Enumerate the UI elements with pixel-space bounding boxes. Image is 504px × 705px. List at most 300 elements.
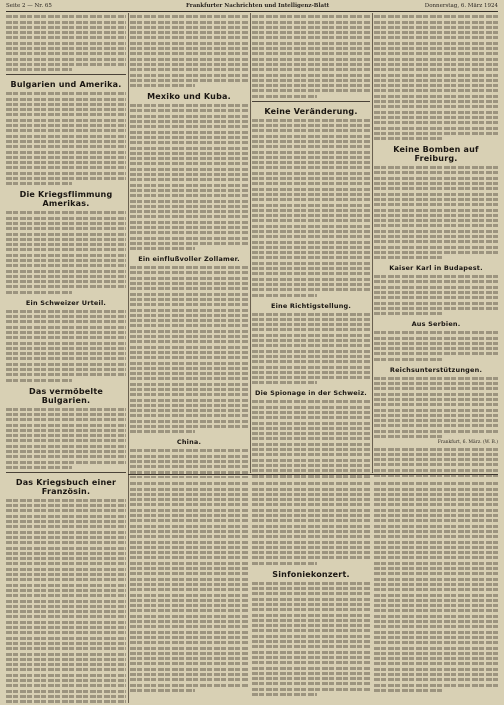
- text-line: [252, 204, 370, 207]
- text-line: [6, 285, 126, 288]
- text-line: [374, 166, 498, 169]
- text-line: [6, 663, 126, 666]
- text-line: [130, 399, 248, 402]
- text-line: [6, 259, 126, 262]
- text-line: [252, 350, 370, 353]
- text-line: [374, 116, 498, 119]
- text-line: [130, 173, 248, 176]
- text-line: [252, 334, 370, 337]
- text-line: [374, 625, 498, 628]
- headline: Die Kriegsflimmung Amerikas.: [19, 190, 113, 209]
- text-line: [252, 443, 370, 446]
- body-text: [374, 377, 498, 438]
- text-line: [374, 387, 498, 390]
- text-line: [6, 357, 126, 360]
- text-line: [130, 588, 248, 591]
- text-line: [252, 371, 370, 374]
- text-line: [130, 79, 248, 82]
- text-line: [252, 427, 370, 430]
- text-line: [374, 219, 498, 222]
- text-line: [374, 42, 498, 45]
- text-line: [374, 235, 498, 238]
- text-line: [252, 140, 370, 143]
- text-line: [252, 437, 370, 440]
- text-line: [374, 198, 498, 201]
- text-line: [6, 108, 126, 111]
- text-line: [252, 15, 370, 18]
- text-line: [374, 342, 498, 345]
- text-line: [374, 209, 498, 212]
- text-line: [252, 339, 370, 342]
- text-line: [374, 562, 498, 565]
- body-text: [6, 499, 126, 703]
- text-line: [6, 172, 126, 175]
- text-line: [6, 679, 126, 682]
- text-line: [374, 58, 498, 61]
- text-line: [252, 682, 370, 685]
- text-line: [252, 592, 370, 595]
- text-line: [374, 193, 498, 196]
- text-line: [252, 400, 370, 403]
- text-line: [130, 115, 248, 118]
- text-line: [130, 625, 248, 628]
- text-line: [130, 488, 248, 491]
- text-line: [130, 367, 248, 370]
- text-line: [374, 187, 498, 190]
- text-line: [130, 237, 248, 240]
- text-line: [374, 530, 498, 533]
- text-line: [130, 551, 248, 554]
- text-line: [130, 351, 248, 354]
- text-line: [6, 68, 72, 71]
- text-line: [130, 52, 248, 55]
- text-line: [6, 700, 126, 703]
- text-line: [6, 21, 126, 24]
- text-line: [374, 641, 498, 644]
- text-line: [374, 578, 498, 581]
- text-line: [374, 382, 498, 385]
- text-line: [130, 309, 248, 312]
- text-line: [252, 459, 370, 462]
- text-line: [130, 609, 248, 612]
- text-line: [130, 221, 248, 224]
- newspaper-title: Frankfurter Nachrichten und Intelligenz-Blatt: [186, 3, 330, 9]
- text-line: [130, 393, 248, 396]
- body-text: [252, 15, 370, 97]
- text-line: [374, 403, 498, 406]
- text-line: [6, 695, 126, 698]
- section-divider: [128, 474, 498, 475]
- text-line: [252, 193, 370, 196]
- text-line: [252, 651, 370, 654]
- text-line: [374, 121, 498, 124]
- text-line: [6, 135, 126, 138]
- text-line: [374, 89, 498, 92]
- text-line: [252, 251, 370, 254]
- headline: China.: [176, 438, 202, 447]
- text-line: [374, 572, 498, 575]
- text-line: [130, 340, 248, 343]
- text-line: [6, 342, 126, 345]
- text-line: [6, 31, 126, 34]
- text-line: [374, 182, 498, 185]
- text-line: [6, 315, 126, 318]
- text-line: [130, 47, 248, 50]
- text-line: [6, 379, 72, 382]
- text-line: [374, 546, 498, 549]
- text-line: [252, 188, 370, 191]
- text-line: [130, 136, 248, 139]
- text-line: [252, 355, 370, 358]
- text-line: [374, 256, 442, 259]
- text-line: [6, 275, 126, 278]
- text-line: [252, 645, 370, 648]
- text-line: [252, 219, 370, 222]
- text-line: [6, 674, 126, 677]
- text-line: [252, 36, 370, 39]
- text-line: [130, 514, 248, 517]
- text-line: [252, 84, 370, 87]
- text-line: [252, 376, 370, 379]
- text-line: [252, 661, 370, 664]
- text-line: [6, 182, 72, 185]
- body-text: [374, 482, 498, 692]
- text-line: [252, 31, 370, 34]
- text-line: [374, 615, 498, 618]
- text-line: [374, 137, 442, 140]
- text-line: [130, 282, 248, 285]
- text-line: [252, 551, 370, 554]
- text-line: [374, 331, 498, 334]
- text-line: [130, 657, 248, 660]
- body-text: [6, 310, 126, 382]
- text-line: [374, 657, 498, 660]
- text-line: [130, 662, 248, 665]
- text-line: [374, 79, 498, 82]
- text-line: [252, 177, 370, 180]
- text-line: [252, 272, 370, 275]
- text-line: [374, 74, 498, 77]
- text-line: [252, 629, 370, 632]
- text-line: [130, 277, 248, 280]
- text-line: [6, 531, 126, 534]
- text-line: [130, 242, 248, 245]
- text-line: [130, 104, 248, 107]
- body-text: [252, 119, 370, 297]
- text-line: [130, 335, 248, 338]
- dateline: Frankfurt, 6. März. (W. B.): [437, 440, 498, 446]
- text-line: [6, 605, 126, 608]
- lower-column-4: [374, 480, 498, 700]
- text-line: [374, 105, 498, 108]
- text-line: [130, 615, 248, 618]
- text-line: [374, 337, 498, 340]
- text-line: [374, 673, 498, 676]
- text-line: [374, 668, 498, 671]
- text-line: [252, 598, 370, 601]
- text-line: [130, 594, 248, 597]
- text-line: [374, 251, 498, 254]
- text-line: [6, 326, 126, 329]
- text-line: [252, 294, 317, 297]
- headline: Das vermöbelte Bulgarien.: [29, 386, 103, 405]
- text-line: [130, 455, 248, 458]
- text-line: [374, 177, 498, 180]
- text-line: [374, 609, 498, 612]
- text-line: [130, 168, 248, 171]
- text-line: [374, 684, 498, 687]
- text-line: [374, 588, 498, 591]
- text-line: [6, 373, 126, 376]
- text-line: [252, 209, 370, 212]
- text-line: [130, 631, 248, 634]
- text-line: [6, 509, 126, 512]
- text-line: [252, 161, 370, 164]
- text-line: [252, 493, 370, 496]
- text-line: [252, 79, 370, 82]
- text-line: [130, 84, 195, 87]
- text-line: [374, 203, 498, 206]
- text-line: [130, 476, 248, 478]
- text-line: [374, 409, 498, 412]
- text-line: [130, 247, 195, 250]
- column-rule: [128, 13, 129, 703]
- text-line: [6, 331, 126, 334]
- text-line: [130, 141, 248, 144]
- text-line: [130, 324, 248, 327]
- text-line: [6, 668, 126, 671]
- text-line: [252, 519, 370, 522]
- text-line: [130, 21, 248, 24]
- text-line: [6, 254, 126, 257]
- text-line: [252, 156, 370, 159]
- text-line: [6, 626, 126, 629]
- text-line: [374, 519, 498, 522]
- text-line: [374, 541, 498, 544]
- text-line: [130, 567, 248, 570]
- text-line: [130, 404, 248, 407]
- text-line: [374, 127, 498, 130]
- text-line: [252, 603, 370, 606]
- text-line: [130, 503, 248, 506]
- text-line: [6, 578, 126, 581]
- text-line: [6, 499, 126, 502]
- text-line: [6, 140, 126, 143]
- text-line: [6, 584, 126, 587]
- text-line: [6, 264, 126, 267]
- text-line: [6, 222, 126, 225]
- text-line: [6, 291, 72, 294]
- text-line: [6, 352, 126, 355]
- headline: Bulgarien und Amerika.: [10, 80, 122, 90]
- text-line: [130, 210, 248, 213]
- text-line: [252, 509, 370, 512]
- text-line: [130, 519, 248, 522]
- text-line: [374, 567, 498, 570]
- text-line: [374, 111, 498, 114]
- text-line: [6, 124, 126, 127]
- text-line: [6, 429, 126, 432]
- text-line: [374, 15, 498, 18]
- text-line: [6, 211, 126, 214]
- body-text: [374, 331, 498, 360]
- lower-column-3: [252, 480, 370, 700]
- text-line: [374, 296, 498, 299]
- text-line: [374, 63, 498, 66]
- text-line: [6, 573, 126, 576]
- text-line: [130, 641, 248, 644]
- text-line: [374, 26, 498, 29]
- text-line: [374, 302, 498, 305]
- text-line: [130, 572, 248, 575]
- text-line: [6, 47, 126, 50]
- column-3: [252, 13, 370, 478]
- text-line: [252, 318, 370, 321]
- text-line: [6, 615, 126, 618]
- text-line: [374, 453, 498, 456]
- text-line: [374, 312, 442, 315]
- text-line: [252, 635, 370, 638]
- text-line: [374, 689, 442, 692]
- text-line: [130, 125, 248, 128]
- text-line: [130, 377, 248, 380]
- text-line: [252, 619, 370, 622]
- text-line: [252, 262, 370, 265]
- text-line: [130, 314, 248, 317]
- text-line: [6, 103, 126, 106]
- text-line: [252, 235, 370, 238]
- headline: Kaiser Karl in Budapest.: [389, 264, 483, 273]
- text-line: [6, 541, 126, 544]
- text-line: [130, 430, 195, 433]
- text-line: [130, 162, 248, 165]
- text-line: [252, 469, 370, 472]
- body-text: [130, 266, 248, 433]
- text-line: [130, 530, 248, 533]
- text-line: [252, 535, 370, 538]
- text-line: [6, 119, 126, 122]
- body-text: [374, 166, 498, 259]
- text-line: [374, 171, 498, 174]
- text-line: [252, 475, 370, 478]
- text-line: [6, 177, 126, 180]
- text-line: [6, 647, 126, 650]
- text-line: [374, 358, 442, 361]
- issue-date: Donnerstag, 6. März 1924: [424, 3, 498, 9]
- text-line: [6, 129, 126, 132]
- text-line: [6, 280, 126, 283]
- text-line: [252, 214, 370, 217]
- text-line: [130, 271, 248, 274]
- text-line: [252, 656, 370, 659]
- column-1: [6, 13, 126, 703]
- text-line: [374, 47, 498, 50]
- text-line: [130, 231, 248, 234]
- text-line: [374, 678, 498, 681]
- text-line: [374, 84, 498, 87]
- text-line: [252, 58, 370, 61]
- column-rule: [372, 13, 373, 473]
- text-line: [252, 624, 370, 627]
- text-line: [130, 31, 248, 34]
- text-line: [6, 217, 126, 220]
- text-line: [252, 230, 370, 233]
- text-line: [130, 647, 248, 650]
- text-line: [252, 422, 370, 425]
- text-line: [130, 583, 248, 586]
- text-line: [6, 58, 126, 61]
- text-line: [374, 275, 498, 278]
- text-line: [374, 419, 498, 422]
- text-line: [130, 541, 248, 544]
- text-line: [374, 224, 498, 227]
- text-line: [6, 520, 126, 523]
- text-line: [130, 449, 248, 452]
- text-line: [252, 313, 370, 316]
- text-line: [130, 409, 248, 412]
- text-line: [6, 238, 126, 241]
- text-line: [130, 362, 248, 365]
- text-line: [6, 610, 126, 613]
- text-line: [6, 536, 126, 539]
- text-line: [374, 424, 498, 427]
- column-2: [130, 13, 248, 478]
- text-line: [130, 157, 248, 160]
- text-line: [6, 368, 126, 371]
- text-line: [6, 461, 126, 464]
- text-line: [252, 667, 370, 670]
- text-line: [130, 26, 248, 29]
- text-line: [252, 541, 370, 544]
- text-line: [252, 366, 370, 369]
- text-line: [130, 562, 248, 565]
- text-line: [252, 145, 370, 148]
- text-line: [130, 414, 248, 417]
- text-line: [6, 166, 126, 169]
- text-line: [374, 604, 498, 607]
- text-line: [130, 346, 248, 349]
- text-line: [374, 647, 498, 650]
- body-text: [6, 211, 126, 293]
- text-line: [252, 381, 317, 384]
- text-line: [252, 52, 370, 55]
- text-line: [252, 124, 370, 127]
- text-line: [252, 89, 370, 92]
- text-line: [252, 608, 370, 611]
- text-line: [130, 465, 248, 468]
- text-line: [252, 172, 370, 175]
- text-line: [252, 432, 370, 435]
- text-line: [130, 74, 248, 77]
- text-line: [374, 435, 442, 438]
- text-line: [6, 466, 72, 469]
- text-line: [6, 557, 126, 560]
- text-line: [130, 652, 248, 655]
- text-line: [374, 230, 498, 233]
- headline: Aus Serbien.: [411, 320, 461, 329]
- text-line: [130, 131, 248, 134]
- text-line: [130, 63, 248, 66]
- text-line: [252, 498, 370, 501]
- text-line: [374, 393, 498, 396]
- text-line: [252, 68, 370, 71]
- text-line: [252, 47, 370, 50]
- text-line: [130, 535, 248, 538]
- text-line: [130, 178, 248, 181]
- text-line: [130, 388, 248, 391]
- text-line: [374, 246, 498, 249]
- text-line: [6, 63, 126, 66]
